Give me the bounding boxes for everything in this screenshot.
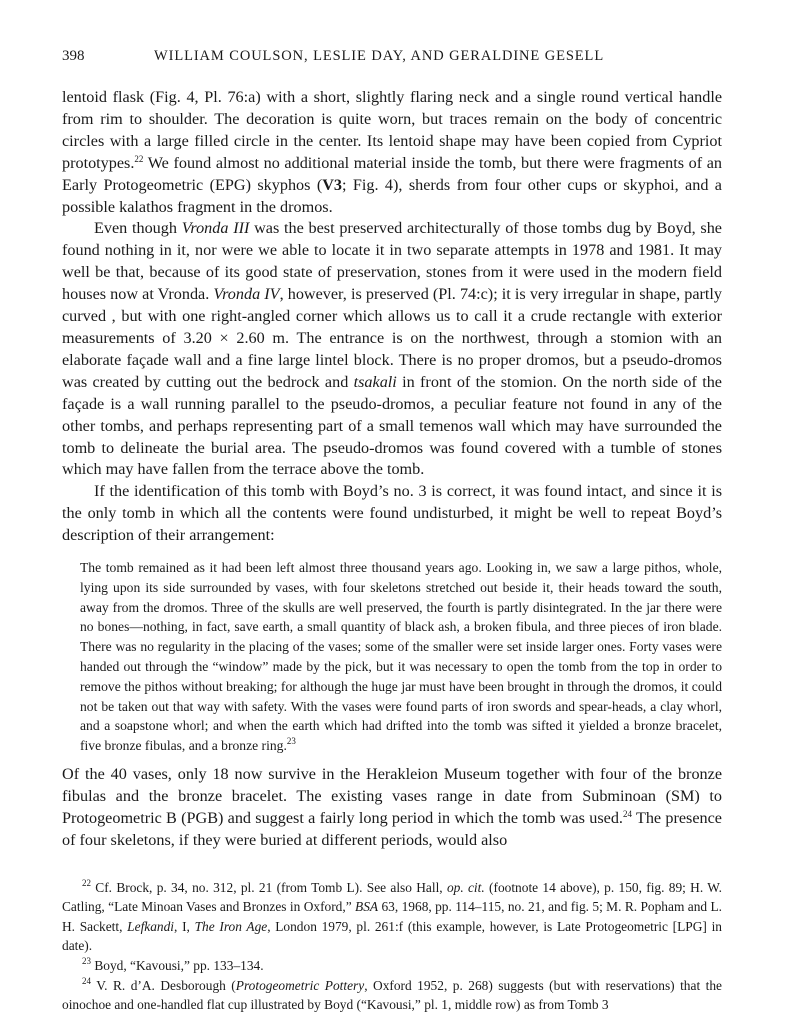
body-text (62, 87, 722, 547)
text-run: Boyd, “Kavousi,” pp. 133–134. (91, 958, 264, 973)
text-run: The presence of four skeletons, if they were buried at different periods, would also (62, 808, 722, 849)
italic-run: The Iron Age (194, 918, 268, 934)
italic-run: BSA (355, 899, 379, 915)
italic-run: tsakali (353, 372, 397, 391)
footnote-number: 24 (82, 975, 91, 986)
running-head: WILLIAM COULSON, LESLIE DAY, AND GERALDINE GESELL (154, 48, 605, 64)
page-number: 398 (62, 48, 85, 64)
text-run: lentoid flask (Fig. 4, Pl. 76:a) with a short, slightly flaring neck and a single round vertical handle from rim to shoulder. The decoration is quite worn, but traces remain on the body of concentric circles with a large filled circle in the center. Its lentoid shape may have been copied from Cypriot prototypes. (62, 88, 722, 172)
footnote-number: 23 (82, 956, 91, 966)
footnote-ref: 22 (134, 153, 144, 164)
paragraph (62, 481, 722, 547)
text-run: We found almost no additional material inside the tomb, but there were fragments of an Early Protogeometric (EPG) skyphos ( (62, 153, 722, 194)
text-run: Of the 40 vases, only 18 now survive in the Herakleion Museum together with four of the bronze fibulas and the bronze bracelet. The existing vases range in date from Subminoan (SM) to Protogeometric B (PGB) and suggest a fairly long period in which the tomb was used. (62, 765, 722, 827)
text-run: in front of the stomion. On the north side of the façade is a wall running parallel to the pseudo-dromos, a peculiar feature not found in any of the other tombs, and perhaps representing part of a small temenos wall which may have surrounded the tomb to delineate the burial area. The pseudo-dromos was found covered with a tumble of stones which may have fallen from the terrace above the tomb. (62, 372, 722, 479)
italic-run: Protogeometric Pottery (235, 977, 365, 993)
text-run: The tomb remained as it had been left almost three thousand years ago. Looking in, we saw a large pithos, whole, lying upon its side surrounded by vases, with four skeletons stretched out beside it, their heads toward the south, away from the dromos. Three of the skulls are well preserved, the fourth is partly disintegrated. In the jar there were no bones—nothing, in fact, save earth, a small quantity of black ash, a broken fibula, and three pieces of iron blade. There was no regularity in the placing of the vases; some of the smaller were set inside larger ones. Forty vases were handed out through the “window” made by the pick, but it was necessary to open the tomb from the top in order to remove the pithos without breaking; for although the huge jar must have been brought in through the dromos, it could not be taken out that way with safety. With the vases were found parts of iron swords and spear-heads, a clay whorl, and a soapstone whorl; and when the earth which had drifted into the tomb was sifted it yielded a bronze bracelet, five bronze fibulas, and a bronze ring. (80, 560, 722, 754)
page (62, 48, 722, 1015)
text-run: Cf. Brock, p. 34, no. 312, pl. 21 (from Tomb L). See also Hall, (91, 879, 447, 895)
text-run: was the best preserved architecturally of those tombs dug by Boyd, she found nothing in it, nor were we able to locate it in two separate attempts in 1978 and 1981. It may well be that, because of its good state of preservation, stones from it were used in the modern field houses now at Vronda. (62, 219, 722, 304)
footnotes (62, 878, 722, 1015)
footnote-24 (62, 976, 722, 1015)
italic-run: Lefkandi (127, 918, 175, 934)
footnote-number: 22 (82, 877, 91, 888)
footnote-ref: 24 (622, 808, 632, 819)
text-run: , however, is preserved (Pl. 74:c); it is very irregular in shape, partly curved , but with one right-angled corner which allows us to call it a crude rectangle with exterior measurements of 3.20 × 2.60 m. The entrance is on the northwest, through a stomion with an elaborate façade wall and a fine large lintel block. There is no proper dromos, but a pseudo-dromos was created by cutting out the bedrock and (62, 285, 723, 391)
text-run: Even though (94, 219, 182, 238)
text-run: If the identification of this tomb with Boyd’s no. 3 is correct, it was found intact, and since it is the only tomb in which all the contents were found undisturbed, it might be well to repeat Boyd’s description of their arrangement: (62, 482, 722, 545)
footnote-ref: 23 (286, 736, 296, 747)
paragraph (62, 218, 722, 481)
text-run: , I, (174, 918, 195, 934)
quote-text (80, 558, 722, 756)
block-quote (80, 558, 722, 756)
text-run: , Oxford 1952, p. 268) suggests (but with reservations) that the oinochoe and one-handled flat cup illustrated by Boyd (“Kavousi,” pl. 1, middle row) as from Tomb 3 (62, 977, 722, 1013)
text-run: V. R. d’A. Desborough ( (91, 977, 236, 993)
italic-run: op. cit. (446, 879, 485, 895)
paragraph (62, 87, 722, 218)
text-run: (footnote 14 above), p. 150, fig. 89; H. W. Catling, “Late Minoan Vases and Bronzes in Oxford,” (62, 879, 722, 915)
paragraph (62, 764, 722, 852)
text-run: , London 1979, pl. 261:f (this example, however, is Late Protogeometric [LPG] in date). (62, 918, 722, 954)
footnote-22 (62, 878, 722, 956)
text-run: 63, 1968, pp. 114–115, no. 21, and fig. 5; M. R. Popham and L. H. Sackett, (62, 899, 722, 934)
italic-run: Vronda III (181, 219, 250, 238)
catalog-ref: V3 (322, 175, 343, 194)
italic-run: Vronda IV (213, 285, 280, 304)
body-text-continued (62, 764, 722, 852)
page-header (62, 48, 722, 76)
text-run: ; Fig. 4), sherds from four other cups or skyphoi, and a possible kalathos fragment in the dromos. (62, 175, 722, 216)
footnote-23 (62, 956, 722, 976)
